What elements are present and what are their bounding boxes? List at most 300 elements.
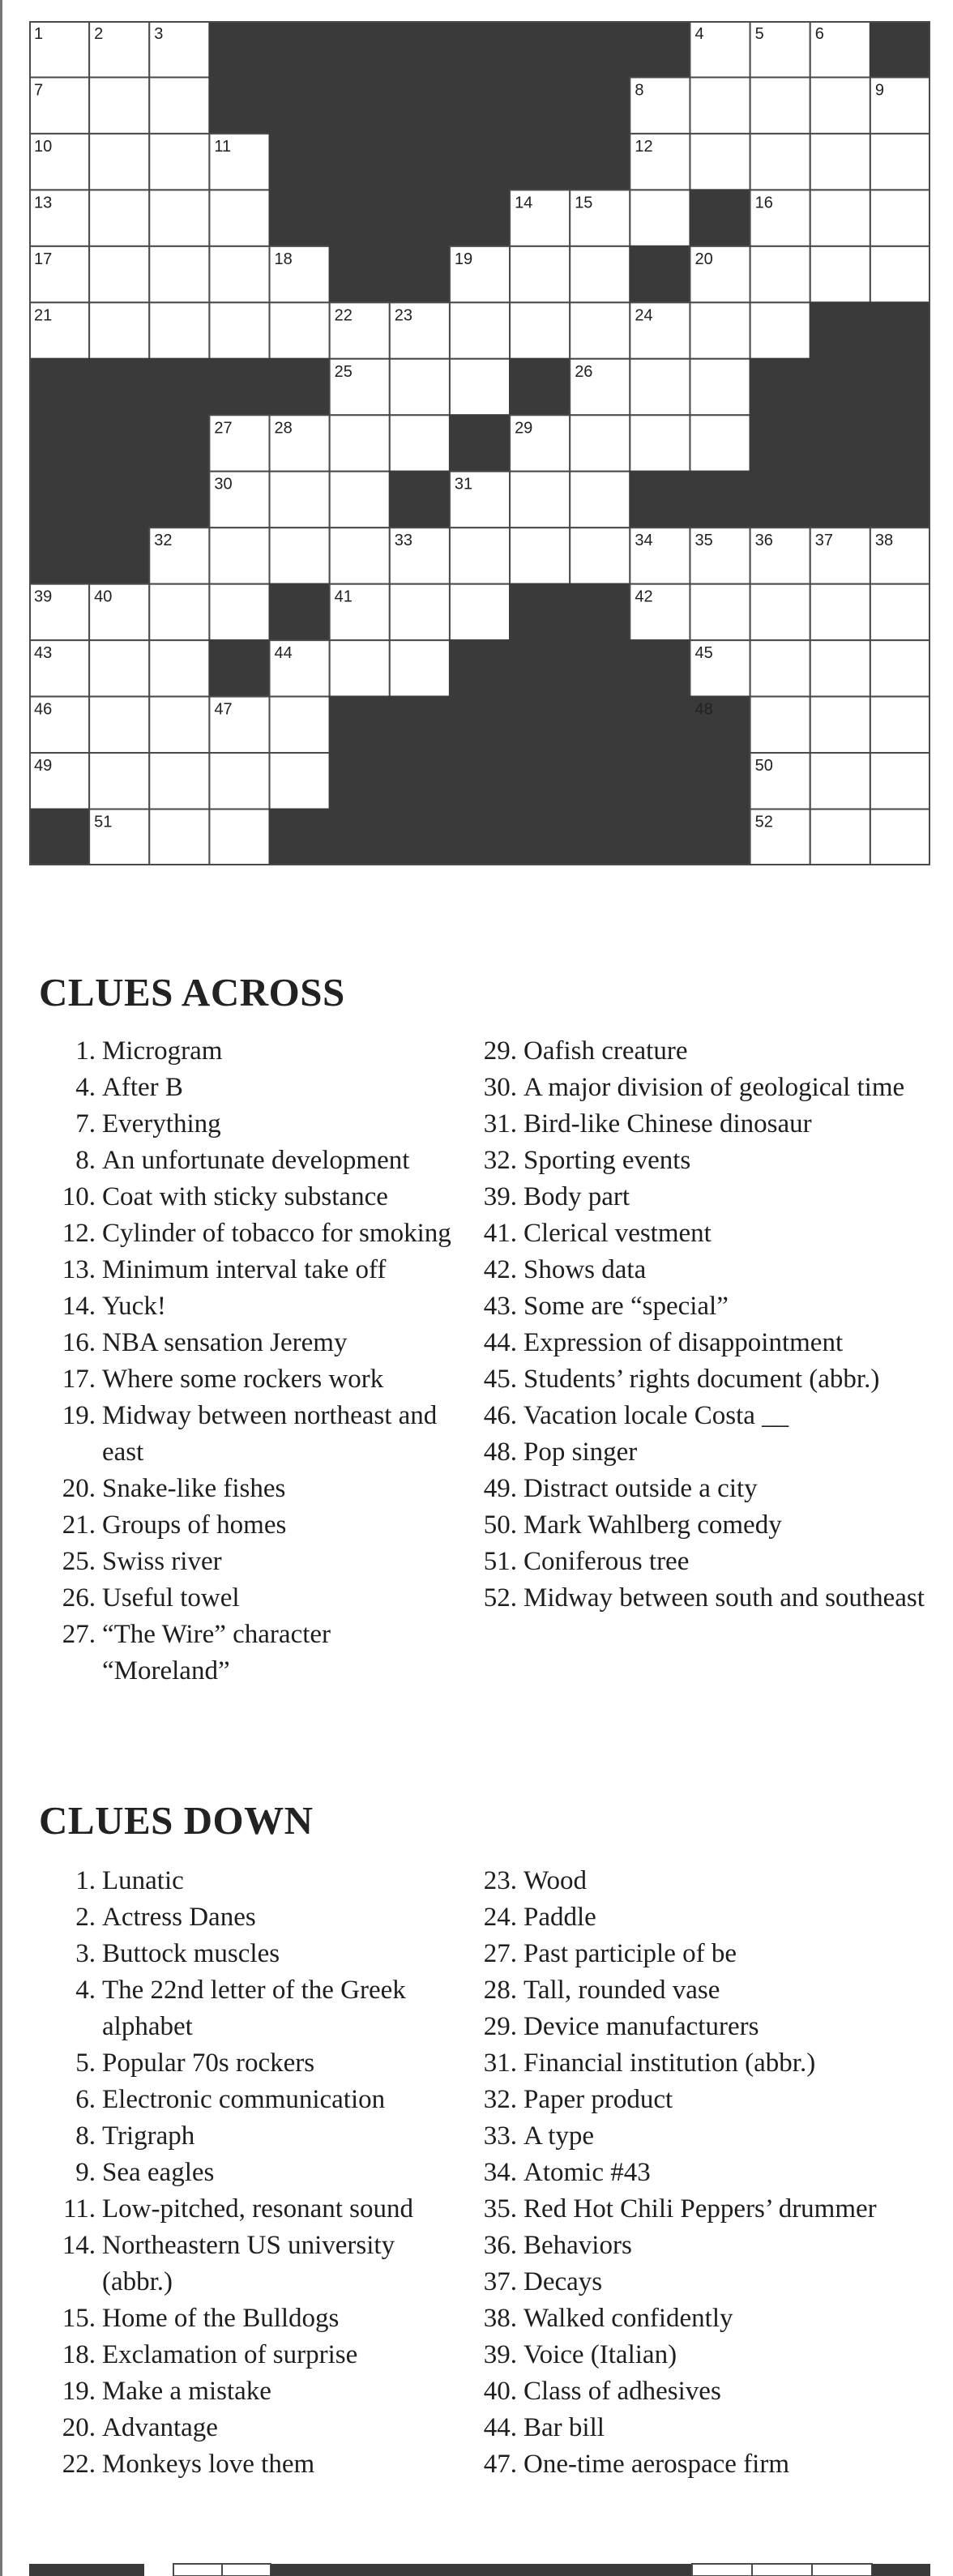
clue-item[interactable] [39, 1863, 460, 1899]
crossword-grid[interactable] [29, 21, 930, 865]
grid-cell[interactable] [209, 810, 269, 865]
grid-cell[interactable] [810, 246, 870, 302]
cell-number: 44 [274, 644, 293, 663]
clue-number: 29. [483, 2012, 517, 2041]
grid-cell[interactable] [149, 810, 209, 865]
grid-cell[interactable] [810, 77, 870, 133]
grid-cell[interactable] [750, 697, 810, 753]
grid-cell-black [870, 359, 930, 415]
grid-cell[interactable] [149, 753, 209, 809]
clue-item[interactable] [460, 2300, 947, 2337]
grid-cell[interactable] [630, 190, 690, 246]
grid-cell[interactable] [750, 77, 810, 133]
clue-item[interactable] [460, 1863, 947, 1899]
clue-item[interactable] [39, 1106, 460, 1143]
cell-number: 10 [34, 137, 53, 156]
cell-number: 32 [154, 532, 173, 550]
grid-cell[interactable] [810, 810, 870, 865]
grid-cell[interactable] [450, 302, 510, 358]
clue-item[interactable] [39, 2045, 460, 2082]
clues-down-heading: CLUES DOWN [39, 1798, 314, 1843]
grid-cell-black [630, 810, 690, 865]
grid-cell-black [750, 472, 810, 528]
grid-cell[interactable] [510, 246, 570, 302]
clue-item[interactable] [460, 1972, 947, 2009]
grid-cell[interactable] [390, 640, 450, 696]
grid-cell[interactable] [149, 584, 209, 640]
clue-text: “The Wire” character “Moreland” [102, 1620, 331, 1685]
grid-cell[interactable] [330, 415, 390, 471]
clue-number: 5. [75, 2048, 96, 2078]
grid-cell-black [209, 359, 269, 415]
grid-cell-black [390, 77, 450, 133]
clue-text: Paddle [524, 1903, 596, 1932]
clue-text: Microgram [102, 1036, 223, 1066]
clue-item[interactable] [460, 1070, 947, 1106]
clue-item[interactable] [39, 2191, 460, 2228]
clue-text: Expression of disappointment [524, 1328, 844, 1357]
clue-item[interactable] [460, 1179, 947, 1215]
grid-cell[interactable] [330, 528, 390, 583]
grid-cell[interactable] [870, 753, 930, 809]
grid-cell-black [29, 359, 89, 415]
clue-item[interactable] [39, 1288, 460, 1325]
grid-cell-black [570, 810, 630, 865]
grid-cell[interactable] [149, 134, 209, 190]
grid-cell-black [450, 134, 510, 190]
clue-number: 13. [62, 1255, 96, 1284]
clue-number: 12. [62, 1219, 96, 1248]
grid-cell[interactable] [810, 190, 870, 246]
clue-item[interactable] [460, 2082, 947, 2118]
grid-cell-black [690, 810, 750, 865]
clue-text: Bird-like Chinese dinosaur [524, 1109, 812, 1138]
clue-number: 3. [75, 1939, 96, 1968]
clue-text: Trigraph [102, 2121, 195, 2151]
clue-text: Mark Wahlberg comedy [524, 1510, 782, 1540]
cell-number: 14 [515, 194, 533, 212]
clue-item[interactable] [460, 1325, 947, 1361]
grid-cell[interactable] [450, 584, 510, 640]
cell-number: 26 [575, 362, 593, 381]
grid-cell[interactable] [330, 640, 390, 696]
grid-cell[interactable] [450, 528, 510, 583]
grid-cell[interactable] [149, 190, 209, 246]
grid-cell[interactable] [570, 528, 630, 583]
clue-number: 27. [62, 1620, 96, 1649]
clue-item[interactable] [460, 2045, 947, 2082]
grid-cell-black [750, 359, 810, 415]
clue-item[interactable] [460, 2410, 947, 2446]
grid-cell[interactable] [149, 246, 209, 302]
grid-cell[interactable] [510, 302, 570, 358]
clue-item[interactable] [460, 2191, 947, 2228]
grid-cell[interactable] [570, 246, 630, 302]
clue-item[interactable] [460, 2009, 947, 2045]
grid-cell[interactable] [270, 528, 330, 583]
grid-cell-black [29, 810, 89, 865]
clue-text: Midway between south and southeast [524, 1583, 925, 1613]
grid-cell[interactable] [149, 640, 209, 696]
clue-number: 41. [483, 1219, 517, 1248]
grid-cell-black [510, 640, 570, 696]
clue-number: 26. [62, 1583, 96, 1613]
grid-cell[interactable] [570, 415, 630, 471]
cell-number: 8 [635, 81, 644, 100]
cell-number: 28 [274, 419, 293, 438]
clue-item[interactable] [460, 1434, 947, 1471]
cell-number: 17 [34, 250, 53, 268]
grid-cell[interactable] [270, 302, 330, 358]
cell-number: 42 [635, 587, 653, 606]
grid-cell-black [510, 584, 570, 640]
grid-cell[interactable] [390, 415, 450, 471]
clue-number: 52. [483, 1583, 517, 1613]
clue-number: 47. [483, 2450, 517, 2479]
grid-cell-black [330, 810, 390, 865]
grid-cell-black [570, 753, 630, 809]
clue-item[interactable] [39, 1544, 460, 1580]
preview-black-block [872, 2564, 930, 2576]
cell-number: 23 [394, 306, 413, 325]
cell-number: 27 [214, 419, 233, 438]
grid-cell[interactable] [209, 584, 269, 640]
clue-item[interactable] [460, 1544, 947, 1580]
clue-item[interactable] [39, 1617, 460, 1690]
clue-item[interactable] [39, 1179, 460, 1215]
grid-cell[interactable] [750, 584, 810, 640]
clue-item[interactable] [39, 2155, 460, 2191]
clue-number: 4. [75, 1073, 96, 1102]
clue-text: Behaviors [524, 2231, 632, 2260]
grid-cell-black [209, 640, 269, 696]
clue-number: 43. [483, 1292, 517, 1321]
preview-white-cell [812, 2564, 872, 2576]
clue-number: 37. [483, 2267, 517, 2296]
clue-item[interactable] [460, 1215, 947, 1252]
grid-cell[interactable] [270, 697, 330, 753]
grid-cell[interactable] [690, 134, 750, 190]
clue-number: 31. [483, 2048, 517, 2078]
clue-text: One-time aerospace firm [524, 2450, 790, 2479]
clue-number: 51. [483, 1547, 517, 1576]
grid-cell[interactable] [209, 190, 269, 246]
clue-text: Students’ rights document (abbr.) [524, 1365, 880, 1394]
clue-text: Financial institution (abbr.) [524, 2048, 816, 2078]
clue-item[interactable] [460, 1507, 947, 1544]
grid-cell-black [330, 77, 390, 133]
clue-text: A major division of geological time [524, 1073, 905, 1102]
clue-item[interactable] [460, 1899, 947, 1936]
clue-text: Make a mistake [102, 2377, 271, 2406]
clue-item[interactable] [460, 1143, 947, 1179]
clue-item[interactable] [460, 1471, 947, 1507]
grid-cell-black [450, 190, 510, 246]
clue-item[interactable] [460, 1288, 947, 1325]
clue-number: 19. [62, 1401, 96, 1430]
grid-cell[interactable] [149, 77, 209, 133]
grid-cell-black [29, 528, 89, 583]
grid-cell[interactable] [149, 302, 209, 358]
clue-item[interactable] [39, 1507, 460, 1544]
clue-item[interactable] [39, 1899, 460, 1936]
grid-cell-black [570, 640, 630, 696]
clue-number: 24. [483, 1903, 517, 1932]
grid-cell-black [630, 472, 690, 528]
cell-number: 22 [334, 306, 353, 325]
grid-cell[interactable] [89, 246, 149, 302]
grid-cell[interactable] [750, 134, 810, 190]
down-clues-right-column [460, 1863, 947, 2483]
grid-cell-black [630, 753, 690, 809]
clue-item[interactable] [460, 1033, 947, 1070]
clue-text: Exclamation of surprise [102, 2340, 358, 2369]
cell-number: 35 [694, 532, 713, 550]
grid-cell-black [510, 359, 570, 415]
grid-cell[interactable] [690, 77, 750, 133]
grid-cell-black [690, 190, 750, 246]
grid-cell-black [750, 415, 810, 471]
clue-item[interactable] [39, 1972, 460, 2045]
clue-text: Red Hot Chili Peppers’ drummer [524, 2194, 877, 2224]
clue-item[interactable] [460, 1398, 947, 1434]
grid-cell-black [510, 21, 570, 77]
cell-number: 18 [274, 250, 293, 268]
grid-cell[interactable] [810, 753, 870, 809]
cell-number: 33 [394, 532, 413, 550]
grid-cell-black [570, 134, 630, 190]
grid-cell[interactable] [570, 472, 630, 528]
clue-item[interactable] [460, 2446, 947, 2483]
grid-cell[interactable] [209, 753, 269, 809]
cell-number: 50 [754, 757, 773, 775]
clue-item[interactable] [460, 2373, 947, 2410]
grid-cell[interactable] [870, 134, 930, 190]
clue-item[interactable] [39, 1033, 460, 1070]
grid-cell[interactable] [870, 584, 930, 640]
clue-text: Northeastern US university (abbr.) [102, 2231, 395, 2296]
cell-number: 37 [814, 532, 833, 550]
grid-cell-black [870, 472, 930, 528]
grid-cell[interactable] [209, 302, 269, 358]
grid-cell[interactable] [330, 472, 390, 528]
grid-cell[interactable] [89, 697, 149, 753]
grid-cell[interactable] [390, 359, 450, 415]
clue-number: 39. [483, 1182, 517, 1211]
grid-cell-black [270, 134, 330, 190]
clue-item[interactable] [39, 1398, 460, 1471]
grid-cell-black [390, 190, 450, 246]
grid-cell[interactable] [750, 640, 810, 696]
grid-cell[interactable] [630, 415, 690, 471]
clue-number: 40. [483, 2377, 517, 2406]
clue-item[interactable] [460, 1252, 947, 1288]
clue-number: 1. [75, 1036, 96, 1066]
grid-cell[interactable] [690, 302, 750, 358]
clue-text: Midway between northeast and east [102, 1401, 438, 1467]
page-edge-rule [0, 0, 2, 2576]
grid-cell[interactable] [89, 134, 149, 190]
grid-cell[interactable] [750, 302, 810, 358]
clue-text: Clerical vestment [524, 1219, 712, 1248]
grid-cell[interactable] [810, 134, 870, 190]
grid-cell[interactable] [810, 697, 870, 753]
clue-number: 29. [483, 1036, 517, 1066]
clue-item[interactable] [460, 1361, 947, 1398]
clue-number: 19. [62, 2377, 96, 2406]
clue-item[interactable] [39, 1325, 460, 1361]
cell-number: 40 [94, 587, 113, 606]
grid-cell[interactable] [89, 302, 149, 358]
grid-cell-black [690, 753, 750, 809]
cell-number: 34 [635, 532, 653, 550]
grid-cell[interactable] [89, 190, 149, 246]
clue-item[interactable] [460, 2155, 947, 2191]
grid-cell[interactable] [810, 640, 870, 696]
grid-cell[interactable] [750, 246, 810, 302]
grid-cell[interactable] [870, 697, 930, 753]
cell-number: 52 [754, 813, 773, 831]
clue-item[interactable] [460, 2118, 947, 2155]
grid-cell-black [390, 21, 450, 77]
clue-number: 6. [75, 2085, 96, 2114]
clue-text: Coat with sticky substance [102, 1182, 388, 1211]
clue-item[interactable] [39, 2118, 460, 2155]
clue-item[interactable] [460, 1580, 947, 1617]
clue-text: Coniferous tree [524, 1547, 690, 1576]
clue-item[interactable] [39, 2300, 460, 2337]
cell-number: 41 [334, 587, 353, 606]
grid-cell[interactable] [390, 584, 450, 640]
grid-cell-black [390, 753, 450, 809]
grid-cell-black [270, 77, 330, 133]
grid-cell[interactable] [89, 77, 149, 133]
crossword-grid-svg[interactable] [29, 21, 930, 865]
grid-cell[interactable] [450, 359, 510, 415]
grid-cell[interactable] [270, 472, 330, 528]
grid-cell[interactable] [870, 190, 930, 246]
clue-item[interactable] [460, 2264, 947, 2300]
clue-text: Lunatic [102, 1866, 184, 1895]
cell-number: 38 [874, 532, 894, 550]
clue-text: Sporting events [524, 1146, 691, 1175]
clue-item[interactable] [39, 1252, 460, 1288]
clue-text: Voice (Italian) [524, 2340, 677, 2369]
grid-cell-black [630, 246, 690, 302]
clue-text: Bar bill [524, 2413, 605, 2442]
grid-cell-black [810, 472, 870, 528]
grid-cell-black [810, 359, 870, 415]
clue-item[interactable] [39, 1936, 460, 1972]
grid-cell[interactable] [510, 528, 570, 583]
clue-text: Vacation locale Costa __ [524, 1401, 789, 1430]
clue-number: 2. [75, 1903, 96, 1932]
grid-cell-black [630, 640, 690, 696]
preview-black-block [29, 2564, 144, 2576]
clue-item[interactable] [39, 2446, 460, 2483]
clue-item[interactable] [39, 2410, 460, 2446]
grid-cell-black [450, 77, 510, 133]
clue-item[interactable] [460, 1936, 947, 1972]
clue-item[interactable] [460, 2228, 947, 2264]
clue-item[interactable] [39, 2228, 460, 2300]
grid-cell[interactable] [89, 640, 149, 696]
clue-number: 17. [62, 1365, 96, 1394]
grid-cell[interactable] [209, 246, 269, 302]
grid-cell-black [209, 21, 269, 77]
clue-number: 50. [483, 1510, 517, 1540]
grid-cell-black [450, 810, 510, 865]
clue-text: Paper product [524, 2085, 673, 2114]
clue-item[interactable] [39, 1215, 460, 1252]
clue-number: 49. [483, 1474, 517, 1503]
grid-cell[interactable] [149, 697, 209, 753]
grid-cell[interactable] [690, 359, 750, 415]
clue-item[interactable] [39, 1580, 460, 1617]
grid-cell[interactable] [570, 302, 630, 358]
grid-cell-black [630, 21, 690, 77]
grid-cell-black [630, 697, 690, 753]
grid-cell[interactable] [810, 584, 870, 640]
grid-cell-black [510, 697, 570, 753]
clue-text: The 22nd letter of the Greek alphabet [102, 1976, 406, 2041]
cell-number: 6 [814, 25, 824, 43]
grid-cell[interactable] [270, 753, 330, 809]
grid-cell[interactable] [630, 359, 690, 415]
clue-number: 46. [483, 1401, 517, 1430]
clue-text: An unfortunate development [102, 1146, 410, 1175]
clue-item[interactable] [39, 1143, 460, 1179]
clue-item[interactable] [39, 2337, 460, 2373]
grid-cell[interactable] [870, 810, 930, 865]
clue-text: A type [524, 2121, 595, 2151]
grid-cell[interactable] [870, 640, 930, 696]
preview-white-cell [222, 2564, 271, 2576]
clue-text: Atomic #43 [524, 2158, 651, 2187]
grid-cell-black [270, 190, 330, 246]
clue-item[interactable] [39, 1070, 460, 1106]
grid-cell[interactable] [690, 584, 750, 640]
clue-item[interactable] [39, 1361, 460, 1398]
clue-number: 16. [62, 1328, 96, 1357]
clue-number: 14. [62, 2231, 96, 2260]
grid-cell[interactable] [870, 246, 930, 302]
grid-cell[interactable] [510, 472, 570, 528]
clue-number: 9. [75, 2158, 96, 2187]
clue-item[interactable] [39, 2373, 460, 2410]
grid-cell[interactable] [209, 528, 269, 583]
clue-number: 8. [75, 1146, 96, 1175]
grid-cell-black [450, 415, 510, 471]
next-puzzle-preview-strip [29, 2561, 930, 2576]
clue-item[interactable] [460, 1106, 947, 1143]
clue-item[interactable] [460, 2337, 947, 2373]
grid-cell-black [570, 584, 630, 640]
clue-text: Snake-like fishes [102, 1474, 286, 1503]
grid-cell[interactable] [690, 415, 750, 471]
clue-number: 11. [62, 2194, 96, 2224]
grid-cell-black [330, 21, 390, 77]
grid-cell-black [810, 415, 870, 471]
clue-text: Popular 70s rockers [102, 2048, 315, 2078]
clue-number: 1. [75, 1866, 96, 1895]
grid-cell[interactable] [89, 753, 149, 809]
clue-item[interactable] [39, 1471, 460, 1507]
clue-text: Body part [524, 1182, 630, 1211]
clue-item[interactable] [39, 2082, 460, 2118]
clue-number: 48. [483, 1438, 517, 1467]
preview-white-cell [752, 2564, 812, 2576]
